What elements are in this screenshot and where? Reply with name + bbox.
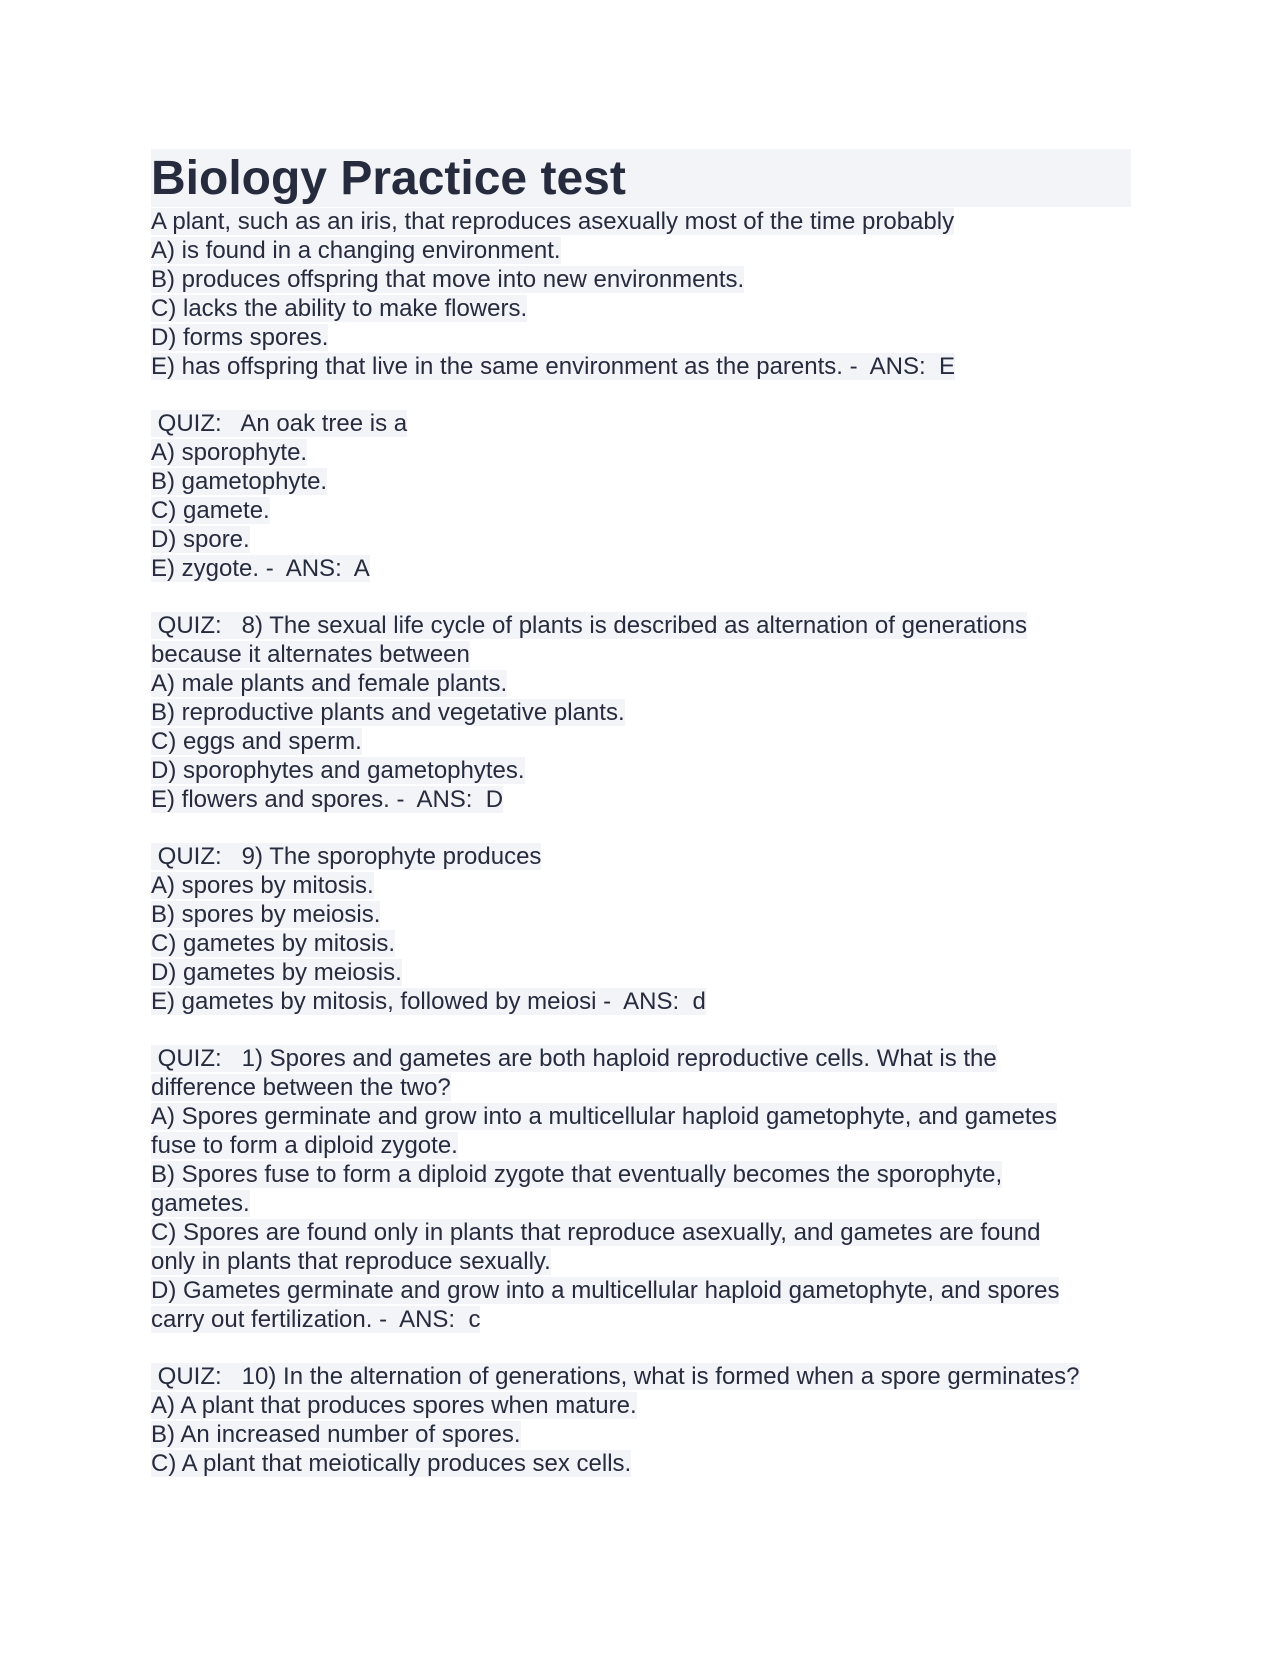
question-line	[151, 1276, 1131, 1305]
question-spacer	[151, 1016, 1131, 1044]
question-line	[151, 1247, 1131, 1276]
question-line	[151, 929, 1131, 958]
question-line	[151, 265, 1131, 294]
question-line	[151, 871, 1131, 900]
question-line-text: C) gametes by mitosis.	[151, 930, 396, 957]
question-line-text: only in plants that reproduce sexually.	[151, 1248, 551, 1275]
question-line	[151, 1218, 1131, 1247]
question-line	[151, 496, 1131, 525]
question-line-text: B) spores by meiosis.	[151, 901, 381, 928]
question-line-text: because it alternates between	[151, 641, 470, 668]
question-line	[151, 987, 1131, 1016]
question-list	[151, 207, 1131, 1478]
question-line	[151, 1449, 1131, 1478]
question-line-text: QUIZ: 8) The sexual life cycle of plants is described as alternation of generations	[151, 612, 1027, 639]
question-line-text: C) eggs and sperm.	[151, 728, 362, 755]
question-line-text: E) zygote. - ANS: A	[151, 555, 370, 582]
question-spacer	[151, 1334, 1131, 1362]
question-line	[151, 323, 1131, 352]
question-line-text: QUIZ: 9) The sporophyte produces	[151, 843, 542, 870]
question-line	[151, 554, 1131, 583]
question-line-text: B) Spores fuse to form a diploid zygote that eventually becomes the sporophyte,	[151, 1161, 1003, 1188]
question-line	[151, 756, 1131, 785]
question-line-text: A) is found in a changing environment.	[151, 237, 561, 264]
question-block	[151, 207, 1131, 381]
question-line-text: carry out fertilization. - ANS: c	[151, 1306, 481, 1333]
question-line	[151, 1073, 1131, 1102]
question-line-text: D) sporophytes and gametophytes.	[151, 757, 525, 784]
question-line	[151, 352, 1131, 381]
question-block	[151, 1362, 1131, 1478]
question-line-text: C) lacks the ability to make flowers.	[151, 295, 528, 322]
question-line-text: E) gametes by mitosis, followed by meiosi - ANS: d	[151, 988, 706, 1015]
question-line-text: E) has offspring that live in the same environment as the parents. - ANS: E	[151, 353, 955, 380]
question-line-text: A) sporophyte.	[151, 439, 308, 466]
question-block	[151, 842, 1131, 1016]
question-block	[151, 409, 1131, 583]
question-line-text: A) Spores germinate and grow into a multicellular haploid gametophyte, and gametes	[151, 1103, 1057, 1130]
question-line-text: QUIZ: An oak tree is a	[151, 410, 408, 437]
document-page	[151, 149, 1131, 1478]
question-line-text: QUIZ: 1) Spores and gametes are both haploid reproductive cells. What is the	[151, 1045, 997, 1072]
question-line	[151, 1160, 1131, 1189]
question-text	[151, 1362, 1131, 1391]
question-line-text: D) forms spores.	[151, 324, 329, 351]
question-line	[151, 640, 1131, 669]
question-line-text: B) gametophyte.	[151, 468, 328, 495]
question-line	[151, 525, 1131, 554]
question-line	[151, 727, 1131, 756]
question-line-text: A) spores by mitosis.	[151, 872, 374, 899]
question-spacer	[151, 381, 1131, 409]
question-line	[151, 236, 1131, 265]
question-line-text: C) gamete.	[151, 497, 270, 524]
question-line-text: A) male plants and female plants.	[151, 670, 508, 697]
question-line	[151, 1131, 1131, 1160]
question-line	[151, 438, 1131, 467]
question-block	[151, 1044, 1131, 1334]
question-line	[151, 698, 1131, 727]
question-line-text: A) A plant that produces spores when mature.	[151, 1392, 637, 1419]
page-title: Biology Practice test	[151, 152, 626, 205]
question-line	[151, 1189, 1131, 1218]
question-line	[151, 1305, 1131, 1334]
question-line-text: B) reproductive plants and vegetative plants.	[151, 699, 625, 726]
question-line-text: D) Gametes germinate and grow into a multicellular haploid gametophyte, and spores	[151, 1277, 1060, 1304]
question-line	[151, 294, 1131, 323]
question-line-text: gametes.	[151, 1190, 250, 1217]
question-text	[151, 409, 1131, 438]
question-line	[151, 785, 1131, 814]
question-line	[151, 1391, 1131, 1420]
question-line-text: D) gametes by meiosis.	[151, 959, 402, 986]
question-line	[151, 1102, 1131, 1131]
question-line-text: C) Spores are found only in plants that reproduce asexually, and gametes are found	[151, 1219, 1041, 1246]
question-text	[151, 611, 1131, 640]
question-line	[151, 958, 1131, 987]
title-box	[151, 149, 1131, 207]
question-line	[151, 900, 1131, 929]
question-line-text: A plant, such as an iris, that reproduces asexually most of the time probably	[151, 208, 955, 235]
question-text	[151, 842, 1131, 871]
question-block	[151, 611, 1131, 814]
question-text	[151, 207, 1131, 236]
question-line-text: fuse to form a diploid zygote.	[151, 1132, 458, 1159]
question-line-text: D) spore.	[151, 526, 250, 553]
question-line-text: B) An increased number of spores.	[151, 1421, 521, 1448]
question-line	[151, 1420, 1131, 1449]
question-line-text: E) flowers and spores. - ANS: D	[151, 786, 504, 813]
question-line-text: QUIZ: 10) In the alternation of generations, what is formed when a spore germinates?	[151, 1363, 1080, 1390]
question-line	[151, 669, 1131, 698]
question-text	[151, 1044, 1131, 1073]
question-line-text: B) produces offspring that move into new environments.	[151, 266, 745, 293]
question-spacer	[151, 814, 1131, 842]
question-line-text: C) A plant that meiotically produces sex cells.	[151, 1450, 632, 1477]
question-line-text: difference between the two?	[151, 1074, 451, 1101]
question-line	[151, 467, 1131, 496]
question-spacer	[151, 583, 1131, 611]
